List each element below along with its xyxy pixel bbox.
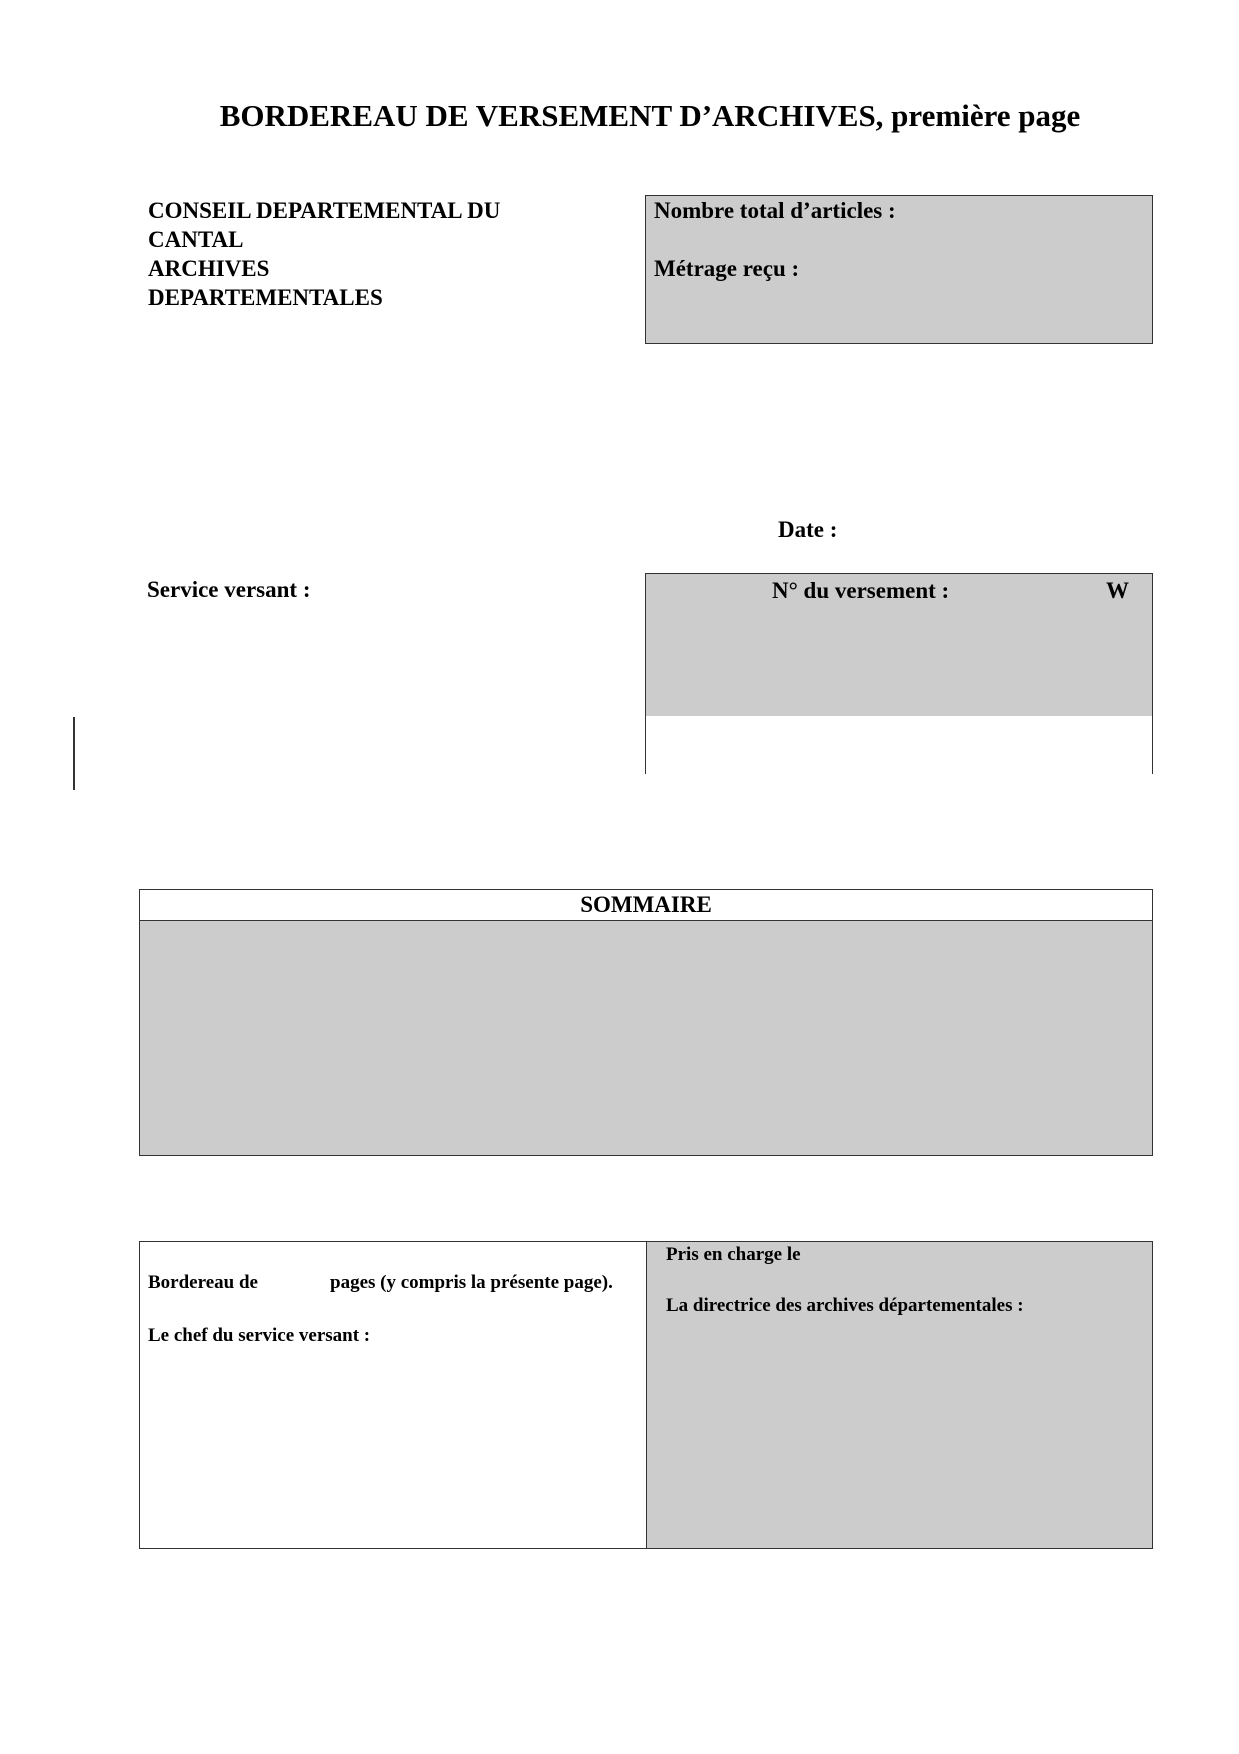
service-versant-label: Service versant :: [147, 577, 311, 602]
metrage-label: Métrage reçu :: [654, 256, 800, 281]
sommaire-heading: SOMMAIRE: [139, 889, 1153, 921]
versement-box[interactable]: [645, 573, 1153, 774]
org-line-4: DEPARTEMENTALES: [148, 285, 383, 310]
directrice-label: La directrice des archives départementales :: [666, 1295, 1024, 1316]
org-line-2: CANTAL: [148, 227, 244, 252]
margin-bar: [73, 717, 75, 790]
org-line-1: CONSEIL DEPARTEMENTAL DU: [148, 198, 501, 223]
date-label: Date :: [778, 517, 838, 542]
versement-number-label: N° du versement :: [772, 578, 950, 603]
page-title: BORDEREAU DE VERSEMENT D’ARCHIVES, première page: [219, 98, 1081, 133]
organization-block: [148, 196, 588, 312]
bordereau-de-label: Bordereau de: [148, 1272, 258, 1293]
pages-note: pages (y compris la présente page).: [330, 1272, 613, 1293]
sommaire-area[interactable]: [139, 920, 1153, 1156]
org-line-3: ARCHIVES: [148, 256, 270, 281]
total-articles-label: Nombre total d’articles :: [654, 198, 896, 223]
signature-right-box[interactable]: [646, 1241, 1153, 1549]
articles-box[interactable]: [645, 195, 1153, 344]
pris-en-charge-label: Pris en charge le: [666, 1244, 801, 1265]
versement-suffix: W: [1106, 578, 1129, 603]
chef-service-label: Le chef du service versant :: [148, 1325, 371, 1346]
signature-left-box[interactable]: [139, 1241, 647, 1549]
